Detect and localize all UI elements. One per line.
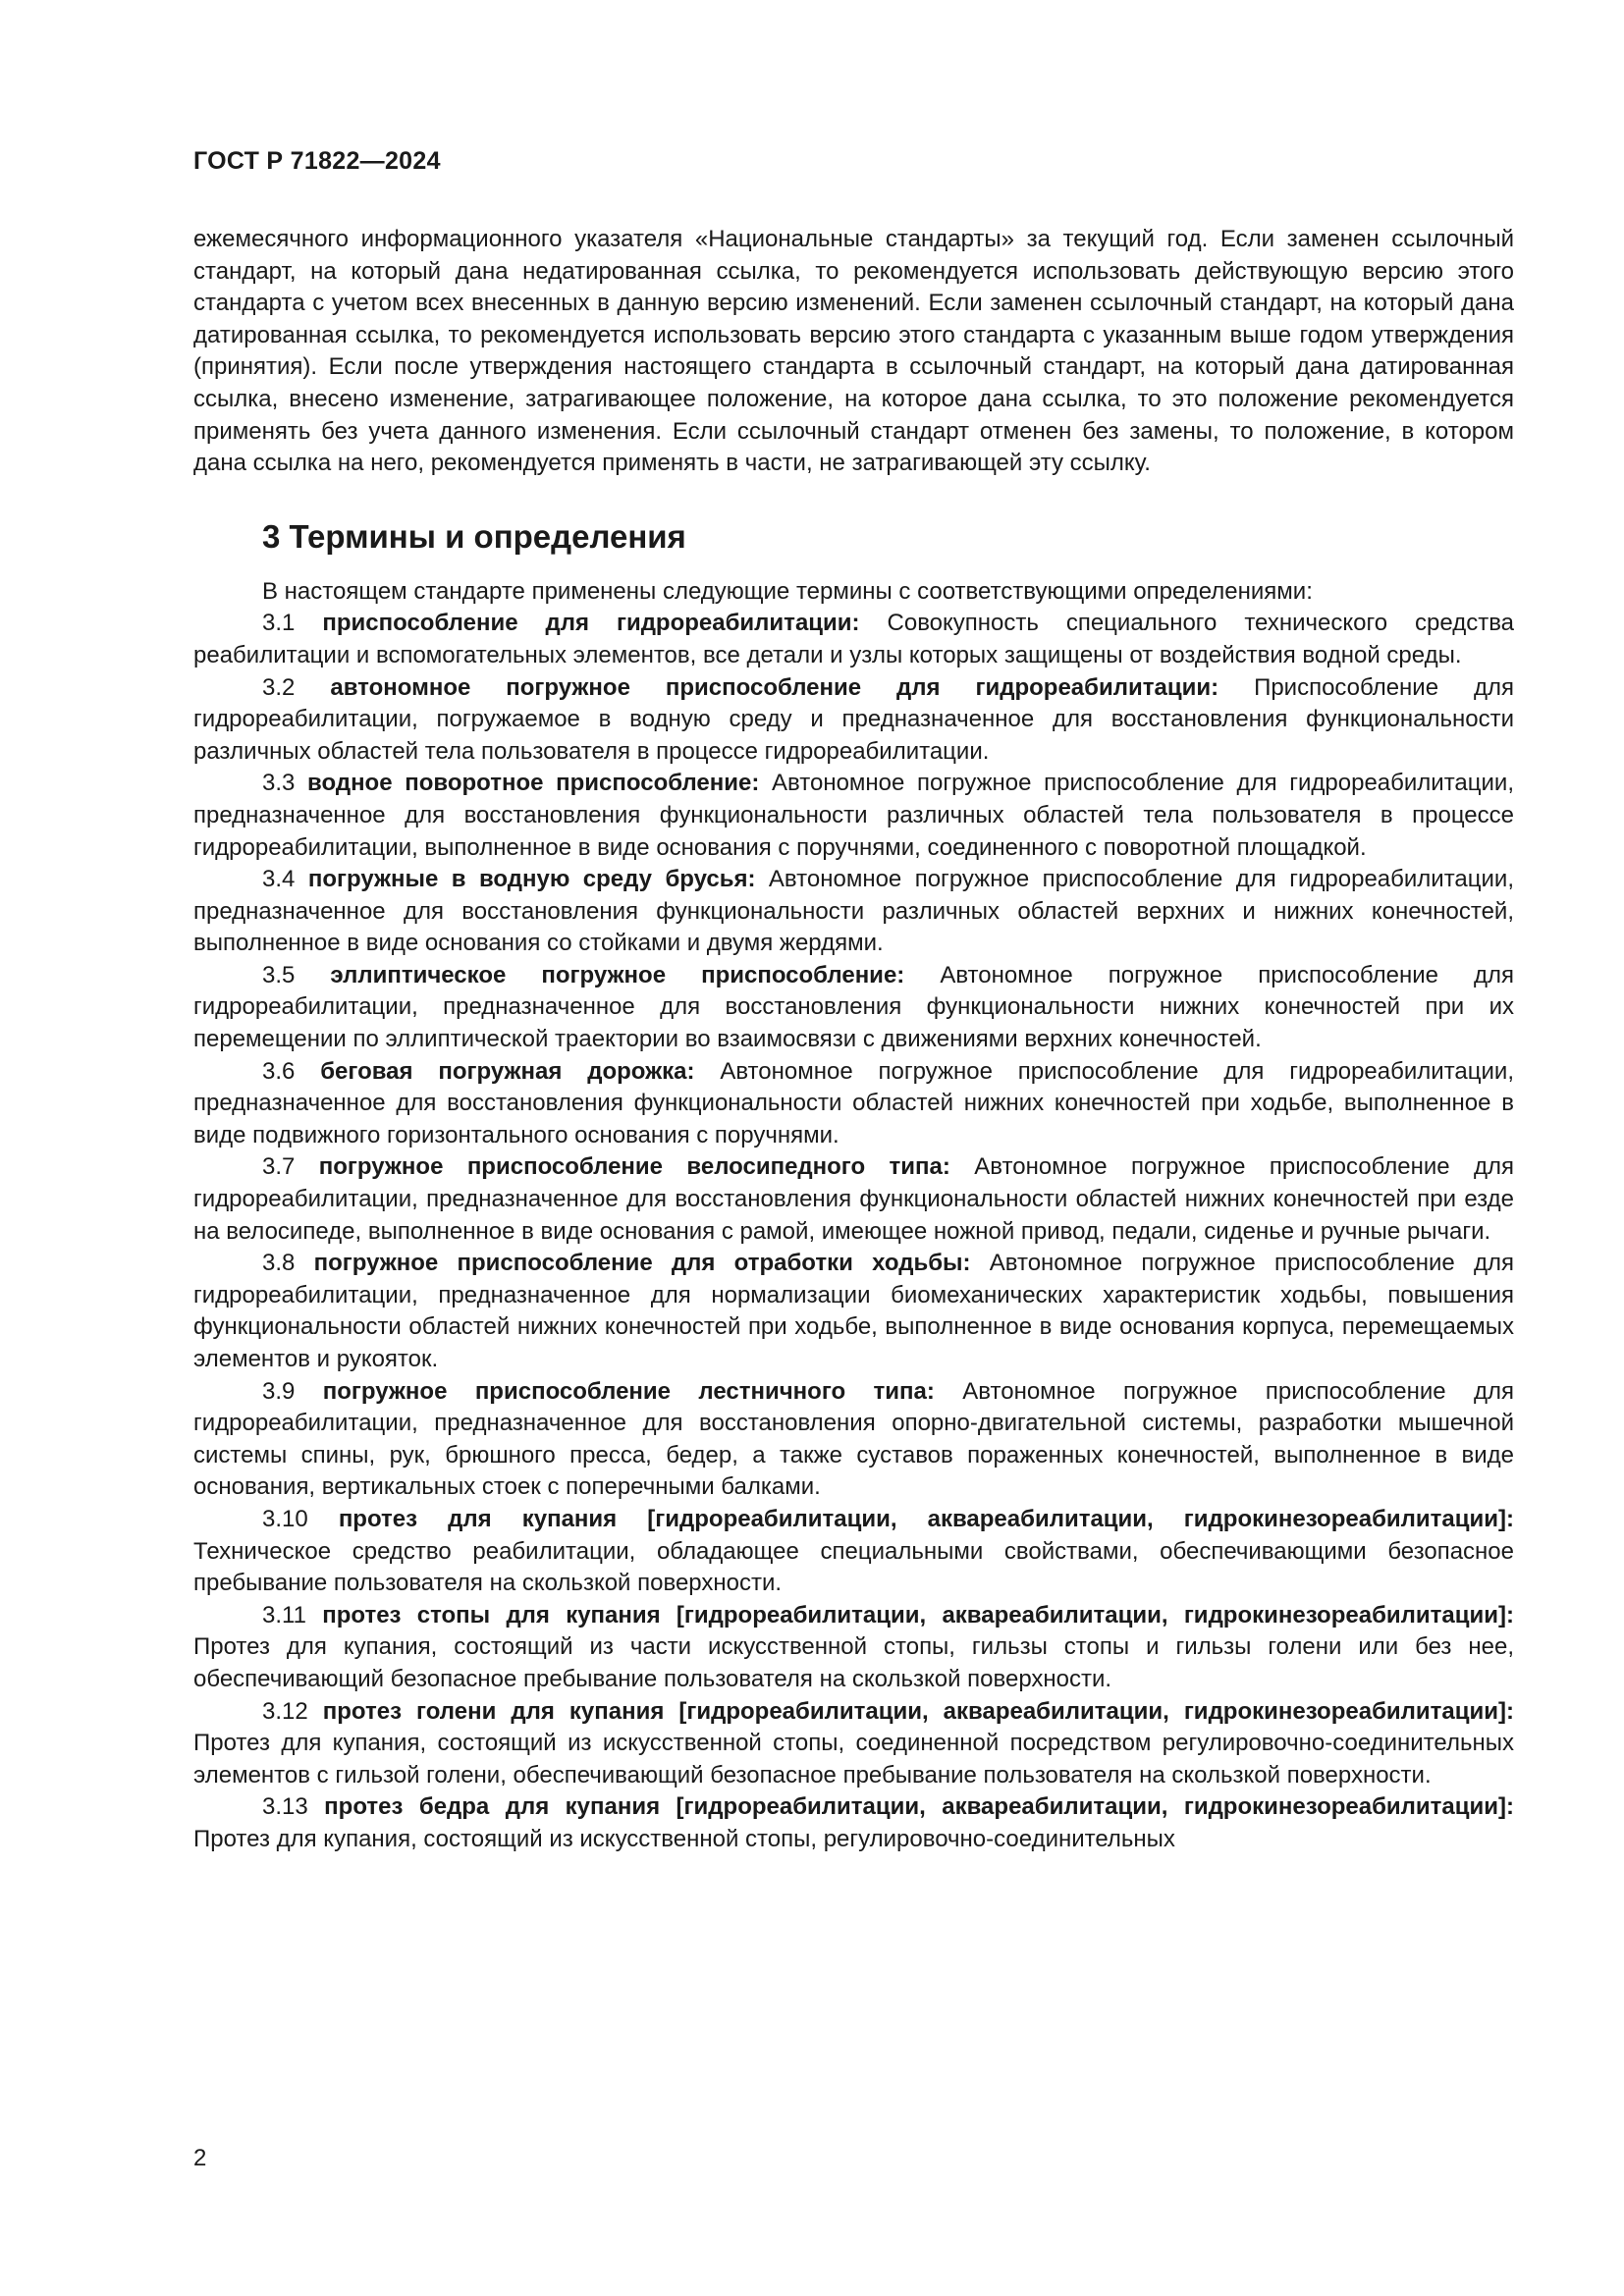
term-name: погружное приспособление велосипедного типа: [318, 1153, 950, 1181]
term-entry [193, 608, 1514, 671]
term-entry [193, 1248, 1514, 1375]
term-name: протез голени для купания [гидрореабилитации, аквареабилитации, гидрокинезореабилитации]: [322, 1697, 1515, 1725]
term-number: 3.9 [262, 1377, 296, 1405]
term-entry [193, 864, 1514, 960]
term-name: протез бедра для купания [гидрореабилитации, аквареабилитации, гидрокинезореабилитации]: [324, 1793, 1515, 1821]
term-name: протез для купания [гидрореабилитации, аквареабилитации, гидрокинезореабилитации]: [338, 1505, 1514, 1532]
term-number: 3.5 [262, 961, 296, 988]
section-lead: В настоящем стандарте применены следующие термины с соответствующими определениями: [262, 577, 1313, 605]
term-entry [193, 1056, 1514, 1152]
document-body [193, 224, 1514, 1856]
term-number: 3.13 [262, 1793, 308, 1821]
term-definition: Автономное погружное приспособление для гидрореабилитации, предназначенное для восстановления функциональности нижних конечностей при их перемещении по эллиптической траектории во взаимосвязи с движениями верхних конечностей. [193, 961, 1514, 1053]
term-definition: Протез для купания, состоящий из части искусственной стопы, гильзы стопы и гильзы голени или без нее, обеспечивающий безопасное пребывание пользователя на скользкой поверхности. [193, 1633, 1514, 1692]
term-entry [193, 960, 1514, 1056]
term-number: 3.1 [262, 610, 296, 637]
term-number: 3.3 [262, 770, 296, 797]
term-entry [193, 1791, 1514, 1855]
term-definition: Совокупность специального технического средства реабилитации и вспомогательных элементов, все детали и узлы которых защищены от воздействия водной среды. [193, 610, 1515, 668]
term-entry [193, 1600, 1514, 1696]
section-heading: 3 Термины и определения [262, 517, 686, 555]
term-definition: Приспособление для гидрореабилитации, погружаемое в водную среду и предназначенное для восстановления функциональности различных областей тела пользователя в процессе гидрореабилитации. [193, 673, 1515, 765]
term-entry [193, 1696, 1514, 1792]
terms-list [193, 608, 1514, 1855]
term-number: 3.7 [262, 1153, 296, 1181]
term-name: эллиптическое погружное приспособление: [330, 961, 905, 988]
term-definition: Протез для купания, состоящий из искусственной стопы, соединенной посредством регулировочно-соединительных элементов с гильзой голени, обеспечивающий безопасное пребывание пользователя на скользкой поверхности. [193, 1730, 1514, 1789]
term-name: погружное приспособление лестничного типа: [322, 1377, 935, 1405]
term-name: беговая погружная дорожка: [320, 1057, 695, 1085]
term-name: протез стопы для купания [гидрореабилитации, аквареабилитации, гидрокинезореабилитации]: [322, 1601, 1515, 1629]
term-definition: Техническое средство реабилитации, обладающее специальными свойствами, обеспечивающими безопасное пребывание пользователя на скользкой поверхности. [193, 1537, 1514, 1597]
document-header: ГОСТ Р 71822—2024 [193, 147, 441, 175]
intro-paragraph: ежемесячного информационного указателя «Национальные стандарты» за текущий год. Если заменен ссылочный стандарт, на который дана недатированная ссылка, то рекомендуется использовать действующую версию этого стандарта с учетом всех внесенных в данную версию изменений. Если заменен ссылочный стандарт, на который дана датированная ссылка, то рекомендуется использовать версию этого стандарта с указанным выше годом утверждения (принятия). Если после утверждения настоящего стандарта в ссылочный стандарт, на который дана датированная ссылка, внесено изменение, затрагивающее положение, на которое дана ссылка, то это положение рекомендуется применять без учета данного изменения. Если ссылочный стандарт отменен без замены, то положение, в котором дана ссылка на него, рекомендуется применять в части, не затрагивающей эту ссылку. [193, 226, 1514, 477]
term-definition: Автономное погружное приспособление для гидрореабилитации, предназначенное для нормализации биомеханических характеристик ходьбы, повышения функциональности областей нижних конечностей при ходьбе, выполненное в виде основания корпуса, перемещаемых элементов и рукояток. [193, 1250, 1514, 1372]
term-definition: Протез для купания, состоящий из искусственной стопы, регулировочно-соединительных [193, 1825, 1175, 1852]
term-number: 3.6 [262, 1057, 296, 1085]
term-entry [193, 672, 1514, 769]
term-name: водное поворотное приспособление: [307, 770, 760, 797]
term-number: 3.8 [262, 1250, 296, 1277]
term-number: 3.11 [262, 1601, 306, 1629]
term-name: погружные в водную среду брусья: [307, 866, 756, 893]
term-definition: Автономное погружное приспособление для гидрореабилитации, предназначенное для восстановления функциональности различных областей тела пользователя в процессе гидрореабилитации, выполненное в виде основания с поручнями, соединенного с поворотной площадкой. [193, 770, 1514, 861]
term-definition: Автономное погружное приспособление для гидрореабилитации, предназначенное для восстановления функциональности различных областей верхних и нижних конечностей, выполненное в виде основания со стойками и двумя жердями. [193, 866, 1515, 957]
term-definition: Автономное погружное приспособление для гидрореабилитации, предназначенное для восстановления функциональности областей нижних конечностей при ходьбе, выполненное в виде подвижного горизонтального основания с поручнями. [193, 1057, 1514, 1148]
term-definition: Автономное погружное приспособление для гидрореабилитации, предназначенное для восстановления опорно-двигательной системы, разработки мышечной системы спины, рук, брюшного пресса, бедер, а также суставов пораженных конечностей, выполненное в виде основания, вертикальных стоек с поперечными балками. [193, 1377, 1514, 1501]
term-entry [193, 1504, 1514, 1600]
term-name: погружное приспособление для отработки ходьбы: [313, 1250, 971, 1277]
term-definition: Автономное погружное приспособление для гидрореабилитации, предназначенное для восстановления функциональности областей нижних конечностей при езде на велосипеде, выполненное в виде основания с рамой, имеющее ножной привод, педали, сиденье и ручные рычаги. [193, 1153, 1514, 1245]
term-name: автономное погружное приспособление для гидрореабилитации: [330, 673, 1219, 701]
term-number: 3.10 [262, 1505, 308, 1532]
term-entry [193, 768, 1514, 864]
term-entry [193, 1151, 1514, 1248]
page-number: 2 [193, 2145, 207, 2171]
term-number: 3.2 [262, 673, 296, 701]
term-number: 3.4 [262, 866, 296, 893]
term-name: приспособление для гидрореабилитации: [322, 610, 860, 637]
term-entry [193, 1376, 1514, 1504]
term-number: 3.12 [262, 1697, 308, 1725]
